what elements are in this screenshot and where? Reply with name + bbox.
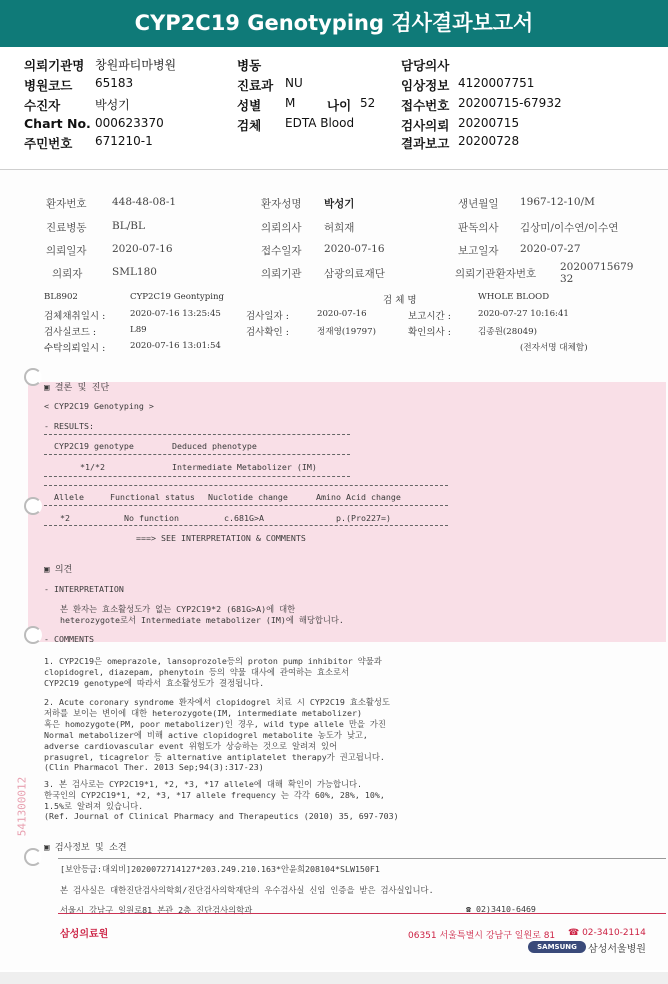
top-info-panel xyxy=(0,47,668,170)
test-name: CYP2C19 Geontyping xyxy=(130,292,224,302)
interpretation-label: - INTERPRETATION xyxy=(44,584,124,594)
sex-value: M xyxy=(285,96,296,110)
comment-2-line-7: (Clin Pharmacol Ther. 2013 Sep;94(3):317-23) xyxy=(44,762,264,772)
receipt-date-label: 접수일자 xyxy=(261,245,302,257)
requesting-institution-value: 삼광의료재단 xyxy=(324,268,385,280)
footer-address: 06351 서울특별시 강남구 일원로 81 xyxy=(408,931,556,941)
test-date-value: 2020-07-16 xyxy=(317,309,367,319)
divider xyxy=(58,858,666,859)
amino-acid-change-header: Amino Acid change xyxy=(316,492,401,502)
samsung-logo: SAMSUNG xyxy=(528,941,586,953)
hospital-logo-text: 삼성서울병원 xyxy=(588,944,646,955)
comment-2-line-5: adverse cardiovascular event 위험도가 상승하는 것으로 알려져 있어 xyxy=(44,741,338,751)
see-interpretation: ===> SEE INTERPRETATION & COMMENTS xyxy=(136,533,306,543)
receipt-no-label: 접수번호 xyxy=(401,98,450,113)
department-value: NU xyxy=(285,76,303,90)
binder-hole xyxy=(24,848,42,866)
examinee-value: 박성기 xyxy=(95,98,130,112)
reading-doctor-value: 김상미/이수연/이수연 xyxy=(520,222,619,234)
comment-2-line-4: Normal metabolizer에 비해 active clopidogrel metabolite 농도가 낮고, xyxy=(44,730,368,740)
nucleotide-change-header: Nuclotide change xyxy=(208,492,288,502)
test-date-label: 검사일자 : xyxy=(246,311,289,322)
report-time-label: 보고시간 : xyxy=(408,311,451,322)
comment-2-line-6: prasugrel, ticagrelor 등 alternative antiplatelet therapy가 권고됩니다. xyxy=(44,752,385,762)
receipt-no-value: 20200715-67932 xyxy=(458,96,562,110)
test-confirm-label: 검사확인 : xyxy=(246,327,289,338)
binder-hole xyxy=(24,368,42,386)
test-confirm-value: 정재영(19797) xyxy=(317,327,376,337)
requester-label: 의뢰자 xyxy=(52,268,83,280)
divider xyxy=(44,485,448,486)
side-serial-number: 541300012 xyxy=(15,776,29,837)
report-date-label-2: 보고일자 xyxy=(458,245,499,257)
section-conclusion: ▣ 결론 및 진단 xyxy=(44,383,110,393)
divider xyxy=(44,505,448,506)
birth-date-value: 1967-12-10/M xyxy=(520,196,595,208)
confirm-doctor-label: 확인의사 : xyxy=(408,327,451,338)
confirm-doctor-value: 김종원(28049) xyxy=(478,327,537,337)
chart-no-value: 000623370 xyxy=(95,116,164,130)
institution-label: 의뢰기관명 xyxy=(24,58,85,73)
divider xyxy=(44,454,350,455)
nucleotide-change-value: c.681G>A xyxy=(224,513,264,523)
ward-label-2: 진료병동 xyxy=(46,222,87,234)
lab-phone: ☎ 02)3410-6469 xyxy=(466,904,536,914)
report-date-value-2: 2020-07-27 xyxy=(520,243,581,255)
amino-acid-change-value: p.(Pro227=) xyxy=(336,513,391,523)
genotype-value: *1/*2 xyxy=(80,462,105,472)
phenotype-value: Intermediate Metabolizer (IM) xyxy=(172,462,317,472)
phenotype-header: Deduced phenotype xyxy=(172,441,257,451)
divider xyxy=(44,525,448,526)
footer-divider xyxy=(58,913,666,914)
requesting-institution-label: 의뢰기관 xyxy=(261,268,302,280)
resident-no-value: 671210-1 xyxy=(95,134,153,148)
institution-patient-no-label: 의뢰기관환자번호 xyxy=(455,268,537,280)
report-time-value: 2020-07-27 10:16:41 xyxy=(478,309,569,319)
security-line: [보안등급:대외비]2020072714127*203.249.210.163*안윤희208104*SLW150F1 xyxy=(60,864,380,874)
lab-address: 서울시 강남구 일원로81 본관 2층 진단검사의학과 xyxy=(60,905,253,915)
comment-2-line-3: 혹은 homozygote(PM, poor metabolizer)인 경우, wild type allele 만을 가진 xyxy=(44,719,386,729)
interpretation-line-2: heterozygote로서 Intermediate metabolizer (IM)에 해당합니다. xyxy=(60,615,344,625)
examinee-label: 수진자 xyxy=(24,98,61,113)
request-date-label: 검사의뢰 xyxy=(401,118,450,133)
request-date-value: 20200715 xyxy=(458,116,520,130)
functional-status-header: Functional status xyxy=(110,492,195,502)
department-label: 진료과 xyxy=(237,78,274,93)
divider xyxy=(44,476,350,477)
lab-code-label: 검사실코드 : xyxy=(44,327,97,338)
comment-3-line-3: 1.5%로 알려져 있습니다. xyxy=(44,801,144,811)
consign-time-value: 2020-07-16 13:01:54 xyxy=(130,341,221,351)
test-title: < CYP2C19 Genotyping > xyxy=(44,401,154,411)
resident-no-label: 주민번호 xyxy=(24,136,73,151)
clinical-info-label: 임상정보 xyxy=(401,78,450,93)
footer-institution: 삼성의료원 xyxy=(60,929,109,940)
allele-value: *2 xyxy=(60,513,70,523)
footer-phone: ☎ 02-3410-2114 xyxy=(568,928,646,938)
section-test-info: ▣ 검사정보 및 소견 xyxy=(44,843,127,853)
age-value: 52 xyxy=(360,96,376,110)
comment-3-line-4: (Ref. Journal of Clinical Pharmacy and Therapeutics (2010) 35, 697-703) xyxy=(44,811,399,821)
certification-line: 본 검사실은 대한진단검사의학회/진단검사의학재단의 우수검사실 신임 인증을 받은 검사실입니다. xyxy=(60,885,434,895)
comments-label: - COMMENTS xyxy=(44,634,94,644)
ward-value-2: BL/BL xyxy=(112,220,145,232)
binder-hole xyxy=(24,626,42,644)
hospital-code-label: 병원코드 xyxy=(24,78,73,93)
receipt-date-value: 2020-07-16 xyxy=(324,243,385,255)
age-label: 나이 xyxy=(327,98,352,113)
report-title: CYP2C19 Genotyping 검사결과보고서 xyxy=(0,0,668,47)
collection-time-label: 검체채취일시 : xyxy=(44,311,106,322)
e-signature-note: (전자서명 대체함) xyxy=(520,343,588,353)
allele-header: Allele xyxy=(54,492,84,502)
comment-1-line-2: clopidogrel, diazepam, phenytoin 등의 약물 대사에 관여하는 효소로서 xyxy=(44,667,350,677)
functional-status-value: No function xyxy=(124,513,179,523)
sex-label: 성별 xyxy=(237,98,262,113)
genotype-header: CYP2C19 genotype xyxy=(54,441,134,451)
test-code: BL8902 xyxy=(44,292,78,302)
consign-time-label: 수탁의뢰일시 : xyxy=(44,343,106,354)
report-date-value: 20200728 xyxy=(458,134,520,148)
section-opinion: ▣ 의견 xyxy=(44,565,73,575)
comment-1-line-3: CYP2C19 genotype에 따라서 효소활성도가 결정됩니다. xyxy=(44,678,265,688)
results-label: - RESULTS: xyxy=(44,421,94,431)
doctor-label: 담당의사 xyxy=(401,58,450,73)
chart-no-label: Chart No. xyxy=(24,116,91,131)
reading-doctor-label: 판독의사 xyxy=(458,222,499,234)
institution-value: 창원파티마병원 xyxy=(95,58,177,72)
collection-time-value: 2020-07-16 13:25:45 xyxy=(130,309,221,319)
hospital-code-value: 65183 xyxy=(95,76,134,90)
specimen-value: EDTA Blood xyxy=(285,116,355,130)
requester-value: SML180 xyxy=(112,266,157,278)
comment-3-line-1: 3. 본 검사로는 CYP2C19*1, *2, *3, *17 allele에 대해 확인이 가능합니다. xyxy=(44,779,363,789)
request-date-value-2: 2020-07-16 xyxy=(112,243,173,255)
patient-no-value: 448-48-08-1 xyxy=(112,196,177,208)
bottom-margin xyxy=(0,972,668,984)
binder-hole xyxy=(24,497,42,515)
divider xyxy=(44,434,350,435)
request-date-label-2: 의뢰일자 xyxy=(46,245,87,257)
comment-3-line-2: 한국인의 CYP2C19*1, *2, *3, *17 allele frequency 는 각각 60%, 28%, 10%, xyxy=(44,790,385,800)
specimen-label: 검체 xyxy=(237,118,262,133)
specimen-name-value: WHOLE BLOOD xyxy=(478,292,550,302)
comment-2-line-2: 저하를 보이는 변이에 대한 heterozygote(IM, intermediate metabolizer) xyxy=(44,708,362,718)
patient-name-value: 박성기 xyxy=(324,198,355,210)
specimen-name-label: 검 체 명 xyxy=(383,295,417,306)
report-date-label: 결과보고 xyxy=(401,136,450,151)
institution-patient-no-value: 2020071567932 xyxy=(560,261,634,285)
referring-doctor-value: 허희재 xyxy=(324,222,355,234)
comment-2-line-1: 2. Acute coronary syndrome 환자에서 clopidogrel 치료 시 CYP2C19 효소활성도 xyxy=(44,697,390,707)
birth-date-label: 생년월일 xyxy=(458,198,499,210)
lab-code-value: L89 xyxy=(130,325,147,335)
referring-doctor-label: 의뢰의사 xyxy=(261,222,302,234)
ward-label: 병동 xyxy=(237,58,262,73)
interpretation-line-1: 본 환자는 효소활성도가 없는 CYP2C19*2 (681G>A)에 대한 xyxy=(60,604,296,614)
comment-1-line-1: 1. CYP2C19은 omeprazole, lansoprozole등의 proton pump inhibitor 약물과 xyxy=(44,656,382,666)
patient-no-label: 환자번호 xyxy=(46,198,87,210)
patient-name-label: 환자성명 xyxy=(261,198,302,210)
clinical-info-value: 4120007751 xyxy=(458,76,535,90)
